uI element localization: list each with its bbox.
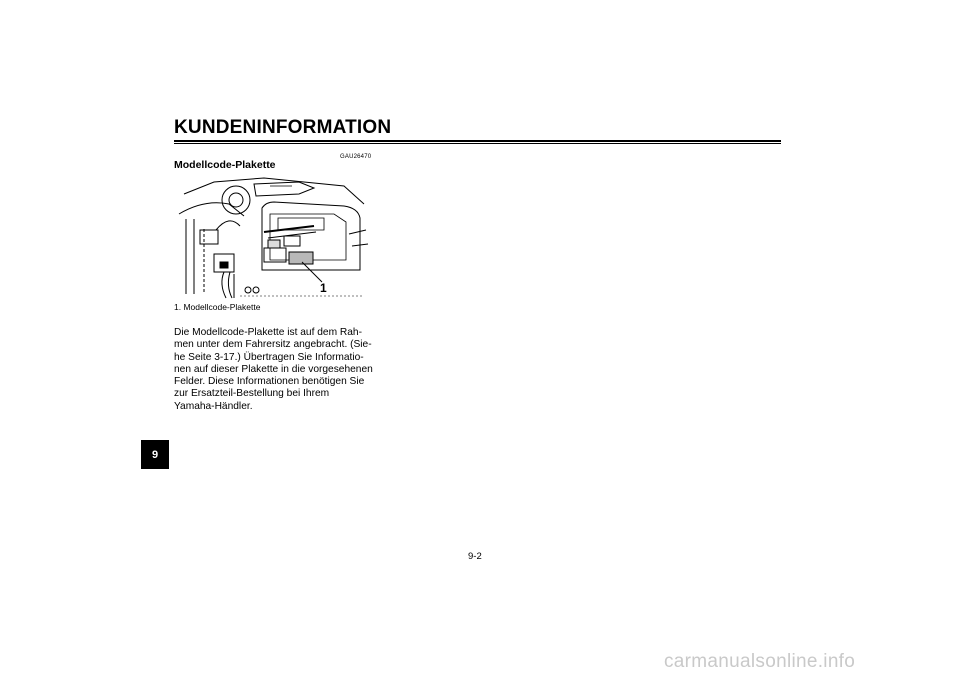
chapter-tab: 9 (141, 440, 169, 469)
body-line: nen auf dieser Plakette in die vorgesehenen (174, 363, 373, 375)
figure-caption: 1. Modellcode-Plakette (174, 302, 261, 312)
body-line: men unter dem Fahrersitz angebracht. (Sie- (174, 339, 372, 351)
figure-callout: 1 (320, 281, 327, 295)
body-line: zur Ersatzteil-Bestellung bei Ihrem (174, 388, 330, 400)
model-label-illustration (174, 174, 370, 300)
body-paragraph (174, 327, 384, 413)
page-number: 9-2 (468, 551, 482, 562)
body-line: Die Modellcode-Plakette ist auf dem Rah- (174, 327, 362, 338)
page-title: KUNDENINFORMATION (174, 117, 392, 138)
header-rule-thin (174, 143, 781, 144)
body-line: Felder. Diese Informationen benötigen Sie (174, 376, 365, 388)
watermark: carmanualsonline.info (664, 651, 856, 672)
section-heading: Modellcode-Plakette (174, 159, 276, 171)
body-line: Yamaha-Händler. (174, 400, 253, 412)
header-rule (174, 140, 781, 142)
section-code: GAU26470 (340, 154, 372, 160)
body-line: he Seite 3-17.) Übertragen Sie Informatio- (174, 351, 364, 363)
